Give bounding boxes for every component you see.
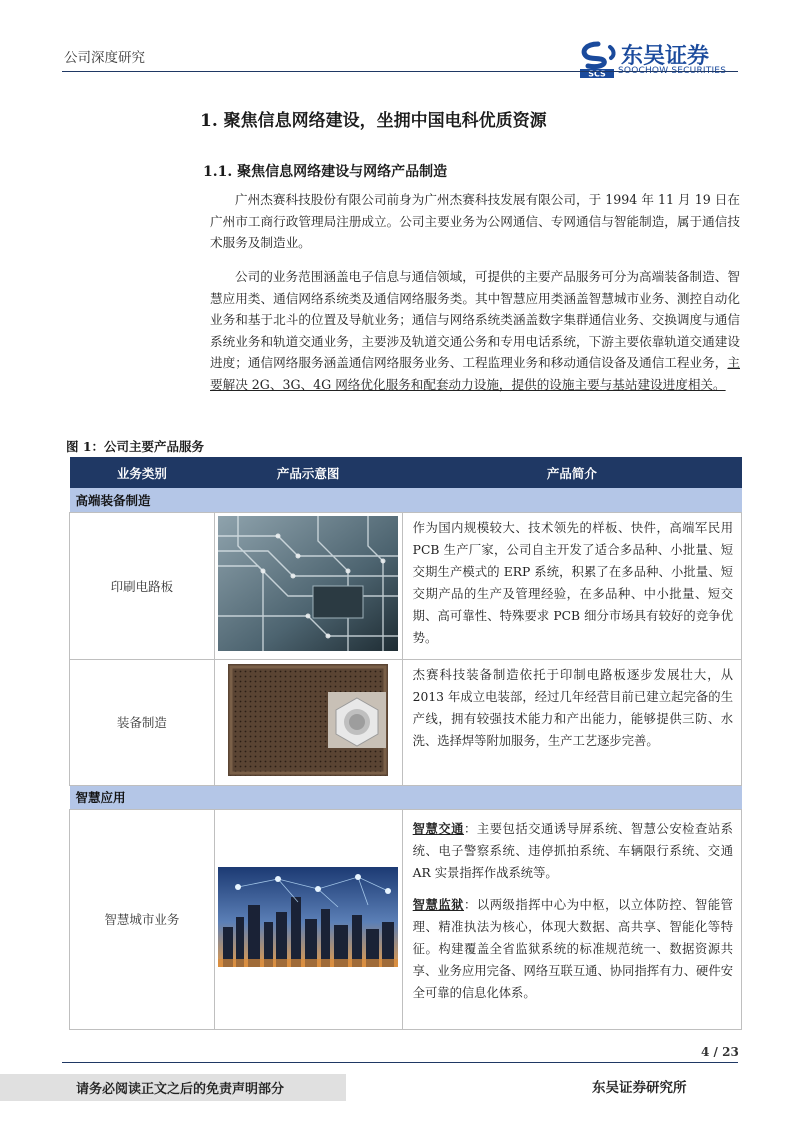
logo-cn-text: 东吴证券 [621,44,710,69]
table-row [70,809,742,1029]
logo-mark-icon [578,41,618,79]
intro-text: 广州杰赛科技股份有限公司前身为广州杰赛科技发展有限公司，于 1994 年 11 月 19 日在广州市工商行政管理局注册成立。公司主要业务为公网通信、专网通信与智能制造，属于通信技术服务及制造业。 [210,192,740,250]
header-divider [62,71,738,72]
product-image-cell [214,809,402,1029]
desc-item-title: 智慧交通 [412,820,465,836]
business-text: 公司的业务范围涵盖电子信息与通信领域，可提供的主要产品服务可分为高端装备制造、智慧应用类、通信网络系统类及通信网络服务类。其中智慧应用类涵盖智慧城市业务、测控自动化业务和基于北斗的位置及导航业务；通信与网络系统类涵盖数字集群通信业务、交换调度与通信系统业务和轨道交通业务，主要涉及轨道交通公务和专用电话系统，下游主要依靠轨道交通建设进度；通信网络服务涵盖通信网络服务业务、工程监理业务和移动通信设备及通信工程业务， [210,269,740,370]
product-desc: 杰赛科技装备制造依托于印制电路板逐步发展壮大，从 2013 年成立电装部，经过几年经营目前已建立起完备的生产线，拥有较强技术能力和产出能力，能够提供三防、水洗、选择焊等附加服务，生产工艺逐步完善。 [402,659,741,785]
product-image-cell [214,512,402,659]
equipment-board-image [228,664,388,776]
product-desc: 作为国内规模较大、技术领先的样板、快件，高端军民用 PCB 生产厂家，公司自主开发了适合多品种、小批量、短交期生产模式的 ERP 系统，积累了在多品种、小批量、短交期产品的生产及管理经验，在多品种、中小批量、短交期、高可靠性、特殊要求 PCB 细分市场具有较好的竞争优势。 [402,512,741,659]
smart-city-image [218,867,398,967]
desc-item-sep: ： [464,821,477,836]
institute-name: 东吴证券研究所 [592,1080,687,1096]
disclaimer-banner [0,1074,346,1101]
business-name: 装备制造 [70,659,215,785]
product-table [69,457,742,1030]
category-row [70,785,742,809]
desc-item-sep: ： [464,897,477,912]
product-desc [402,809,741,1029]
business-text-underlined: 主要解决 2G、3G、4G 网络优化服务和配套动力设施，提供的设施主要与基站建设进度相关。 [210,355,740,392]
product-image-cell [214,659,402,785]
pcb-image [218,516,398,651]
category-row [70,488,742,512]
column-header: 业务类别 [70,457,215,488]
desc-item [413,818,733,884]
desc-item-text: 以两级指挥中心为中枢，以立体防控、智能管理、精准执法为核心，体现大数据、高共享、智能化等特征。构建覆盖全省监狱系统的标准规范统一、数据资源共享、业务应用完备、网络互联互通、协同指挥有力、硬件安全可靠的信息化体系。 [412,897,733,1000]
column-header: 产品示意图 [214,457,402,488]
logo-mark-text: SCS [588,69,606,79]
table-row [70,512,742,659]
disclaimer-text: 请务必阅读正文之后的免责声明部分 [76,1082,285,1097]
figure-caption: 图 1：公司主要产品服务 [66,439,205,454]
intro-paragraph [210,189,740,254]
page-number: 4 / 23 [701,1045,739,1059]
desc-item-title: 智慧监狱 [412,896,465,912]
category-label: 智慧应用 [70,785,742,809]
business-paragraph [210,266,740,395]
logo-en-text: SOOCHOW SECURITIES [618,66,727,76]
business-name: 智慧城市业务 [70,809,215,1029]
company-logo [578,41,740,79]
desc-item-text: 主要包括交通诱导屏系统、智慧公安检查站系统、电子警察系统、违停抓拍系统、车辆限行系统、交通 AR 实景指挥作战系统等。 [412,821,733,880]
table-header-row [70,457,742,488]
subsection-heading: 1.1. 聚焦信息网络建设与网络产品制造 [203,164,448,180]
table-row [70,659,742,785]
desc-item [413,894,733,1004]
report-category: 公司深度研究 [64,50,145,66]
column-header: 产品简介 [402,457,741,488]
footer-divider [62,1062,738,1063]
business-name: 印刷电路板 [70,512,215,659]
section-heading: 1. 聚焦信息网络建设，坐拥中国电科优质资源 [200,111,547,131]
category-label: 高端装备制造 [70,488,742,512]
